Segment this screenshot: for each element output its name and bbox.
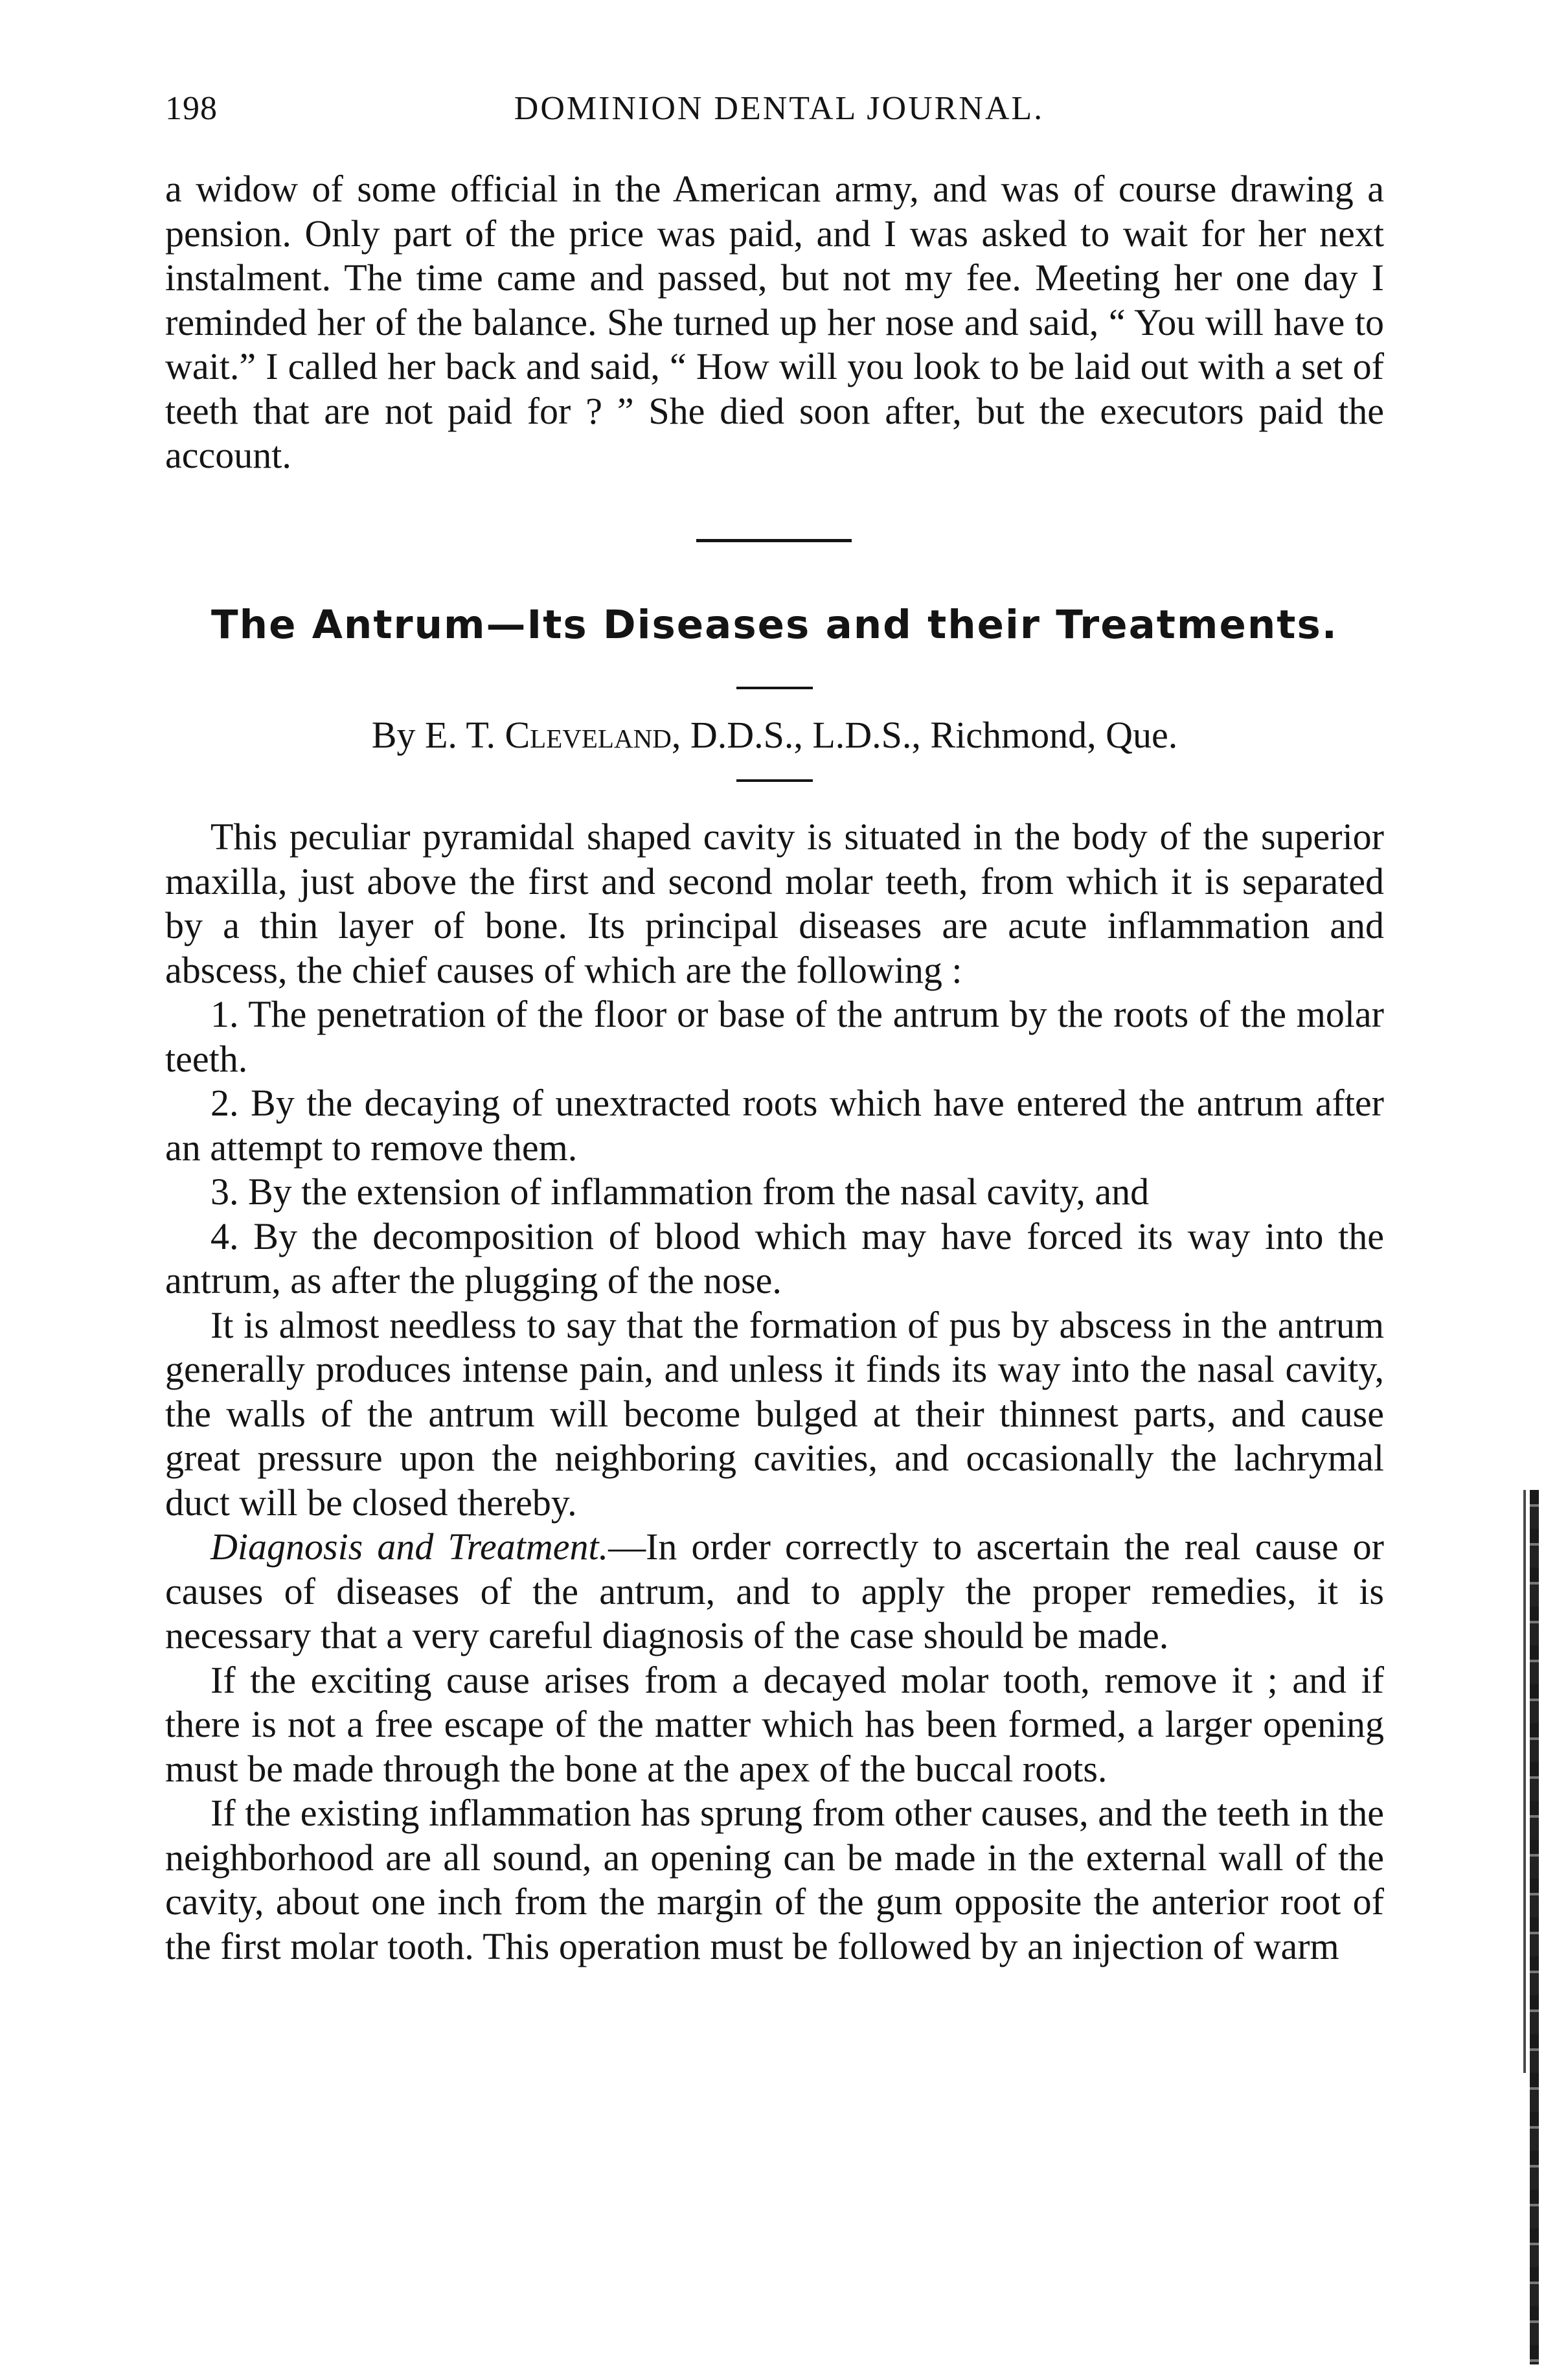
cause-item: 4. By the decomposition of blood which may have forced its way into the antrum, as after the plugging of the nose. [165,1215,1384,1301]
article-body [165,815,1384,1969]
byline-prefix: By E. T. [371,714,495,756]
cause-item: 2. By the decaying of unextracted roots which have entered the antrum after an attempt to remove them. [165,1082,1384,1169]
running-head: DOMINION DENTAL JOURNAL. [514,90,1045,127]
cause-item: 3. By the extension of inflammation from the nasal cavity, and [210,1171,1150,1213]
article-title: The Antrum—Its Diseases and their Treatments. [211,602,1338,648]
diagnosis-text: —In order correctly to ascertain the real cause or causes of diseases of the antrum, and to apply the proper remedies, it is necessary that a very careful diagnosis of the case should be made. [165,1526,1384,1656]
byline-credentials: , D.D.S., L.D.S., Richmond, Que. [671,714,1178,756]
section-divider-rule [696,539,852,542]
intro-paragraph: This peculiar pyramidal shaped cavity is situated in the body of the superior maxilla, just above the first and second molar teeth, from which it is separated by a thin layer of bone. Its principal diseases are acute inflammation and abscess, the chief causes of which are the following : [165,816,1384,991]
byline-rule [736,779,813,782]
page-number: 198 [165,90,218,127]
decayed-tooth-paragraph: If the exciting cause arises from a decayed molar tooth, remove it ; and if there is not a free escape of the matter which has been formed, a larger opening must be made through the bone at the apex of the buccal roots. [165,1658,1384,1790]
page-header [165,83,1393,135]
binding-edge-shadow [1530,1490,1539,2364]
continuation-block [165,167,1384,478]
diagnosis-paragraph [165,1525,1384,1658]
diagnosis-heading: Diagnosis and Treatment. [210,1526,609,1568]
pus-paragraph: It is almost needless to say that the formation of pus by abscess in the antrum generally produces intense pain, and unless it finds its way into the nasal cavity, the walls of the antrum will become bulged at their thinnest parts, and cause great pressure upon the neighboring cavities, and occasionally the lachrymal duct will be closed thereby. [165,1303,1384,1524]
byline-author: Cleveland [505,714,672,756]
article-byline [165,709,1384,761]
cause-item: 1. The penetration of the floor or base of the antrum by the roots of the molar teeth. [165,993,1384,1080]
continuation-paragraph: a widow of some official in the American army, and was of course drawing a pension. Only part of the price was paid, and I was asked to wait for her next instalment. The time came and passed, but not my fee. Meeting her one day I reminded her of the balance. She turned up her nose and said, “ You will have to wait.” I called her back and said, “ How will you look to be laid out with a set of teeth that are not paid for ? ” She died soon after, but the executors paid the account. [165,168,1384,476]
title-rule [736,687,813,689]
binding-edge-line [1523,1490,1526,2073]
other-causes-paragraph: If the existing inflammation has sprung from other causes, and the teeth in the neighborhood are all sound, an opening can be made in the external wall of the cavity, about one inch from the margin of the gum opposite the anterior root of the first molar tooth. This operation must be followed by an injection of warm [165,1792,1384,1967]
